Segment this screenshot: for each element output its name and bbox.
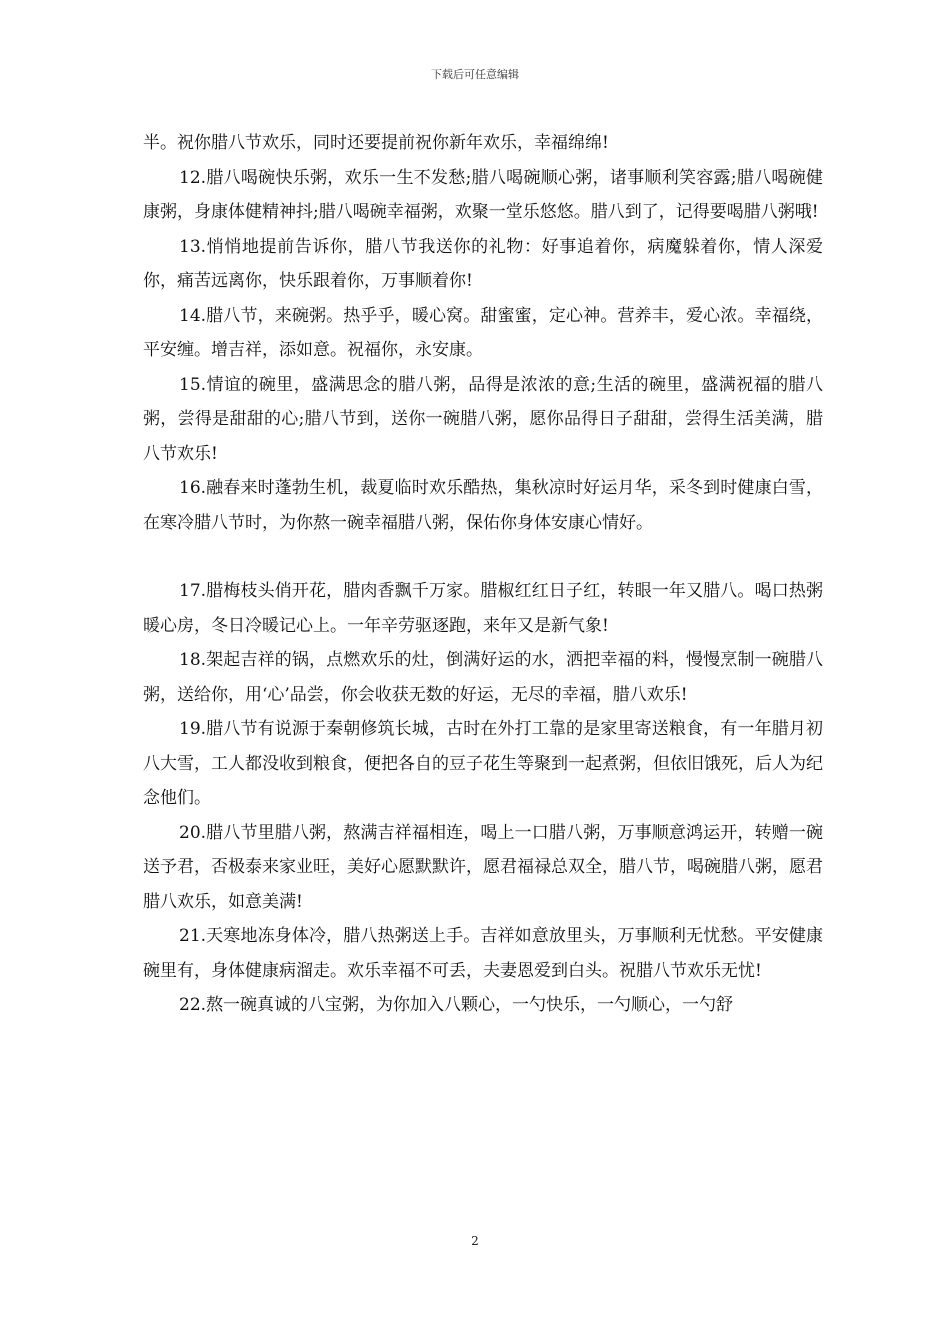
paragraph-item-12: 12.腊八喝碗快乐粥，欢乐一生不发愁;腊八喝碗顺心粥，诸事顺利笑容露;腊八喝碗健康粥，身康体健精神抖;腊八喝碗幸福粥，欢聚一堂乐悠悠。腊八到了，记得要喝腊八粥哦! — [143, 167, 823, 222]
paragraph-item-21: 21.天寒地冻身体冷，腊八热粥送上手。吉祥如意放里头，万事顺利无忧愁。平安健康碗里有，身体健康病溜走。欢乐幸福不可丢，夫妻恩爱到白头。祝腊八节欢乐无忧! — [143, 926, 823, 981]
paragraph-item-16: 16.融春来时蓬勃生机，裁夏临时欢乐酷热，集秋凉时好运月华，采冬到时健康白雪，在寒冷腊八节时，为你熬一碗幸福腊八粥，保佑你身体安康心情好。 — [143, 478, 823, 533]
paragraph-item-22: 22.熬一碗真诚的八宝粥，为你加入八颗心，一勺快乐，一勺顺心，一勺舒 — [179, 995, 734, 1015]
paragraph-item-18: 18.架起吉祥的锅，点燃欢乐的灶，倒满好运的水，洒把幸福的料，慢慢烹制一碗腊八粥，送给你，用‘心’品尝，你会收获无数的好运，无尽的幸福，腊八欢乐! — [143, 650, 823, 705]
paragraph-item-20: 20.腊八节里腊八粥，熬满吉祥福相连，喝上一口腊八粥，万事顺意鸿运开，转赠一碗送予君，否极泰来家业旺，美好心愿默默许，愿君福禄总双全，腊八节，喝碗腊八粥，愿君腊八欢乐，如意美满! — [143, 822, 823, 912]
blank-line — [143, 540, 823, 574]
paragraph-item-17: 17.腊梅枝头俏开花，腊肉香飘千万家。腊椒红红日子红，转眼一年又腊八。喝口热粥暖心房，冬日冷暖记心上。一年辛劳驱逐跑，来年又是新气象! — [143, 581, 823, 636]
document-body — [143, 126, 823, 1023]
page-number: 2 — [471, 1234, 479, 1248]
paragraph-continuation: 半。祝你腊八节欢乐，同时还要提前祝你新年欢乐，幸福绵绵! — [143, 133, 609, 153]
paragraph-item-15: 15.情谊的碗里，盛满思念的腊八粥，品得是浓浓的意;生活的碗里，盛满祝福的腊八粥，尝得是甜甜的心;腊八节到，送你一碗腊八粥，愿你品得日子甜甜，尝得生活美满，腊八节欢乐! — [143, 374, 823, 464]
page-header: 下载后可任意编辑 — [431, 68, 519, 81]
paragraph-item-13: 13.悄悄地提前告诉你，腊八节我送你的礼物：好事追着你，病魔躲着你，情人深爱你，痛苦远离你，快乐跟着你，万事顺着你! — [143, 236, 823, 291]
paragraph-item-14: 14.腊八节，来碗粥。热乎乎，暖心窝。甜蜜蜜，定心神。营养丰，爱心浓。幸福绕，平安缠。增吉祥，添如意。祝福你，永安康。 — [143, 305, 823, 360]
paragraph-item-19: 19.腊八节有说源于秦朝修筑长城，古时在外打工靠的是家里寄送粮食，有一年腊月初八大雪，工人都没收到粮食，便把各自的豆子花生等聚到一起煮粥，但依旧饿死，后人为纪念他们。 — [143, 719, 823, 808]
